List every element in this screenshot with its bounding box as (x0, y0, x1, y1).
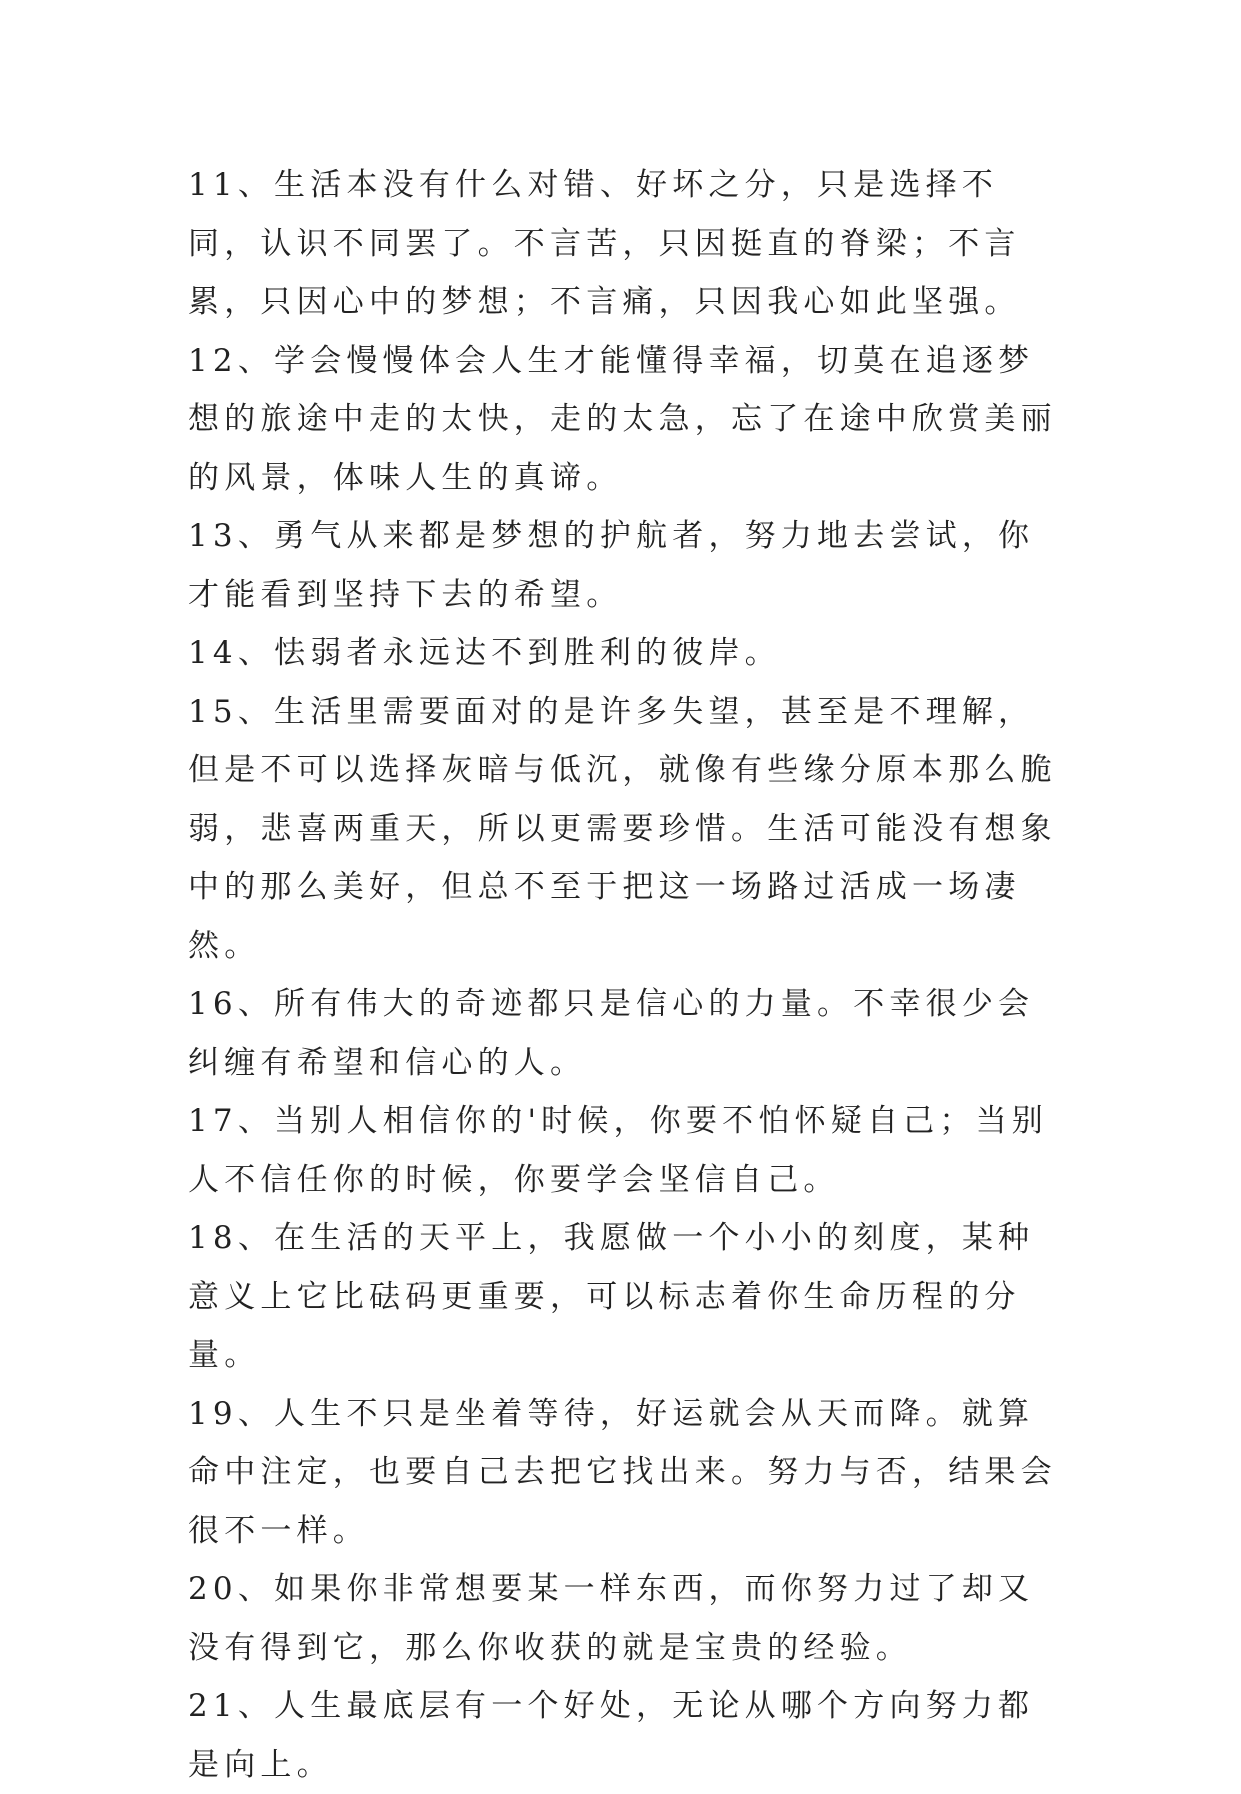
paragraph-13: 13、勇气从来都是梦想的护航者，努力地去尝试，你才能看到坚持下去的希望。 (188, 518, 1035, 613)
paragraph-20: 20、如果你非常想要某一样东西，而你努力过了却又没有得到它，那么你收获的就是宝贵的经验。 (188, 1571, 1035, 1666)
paragraph-11: 11、生活本没有什么对错、好坏之分，只是选择不同，认识不同罢了。不言苦，只因挺直的脊梁；不言累，只因心中的梦想；不言痛，只因我心如此坚强。 (188, 167, 1021, 320)
paragraph-21: 21、人生最底层有一个好处，无论从哪个方向努力都是向上。 (188, 1688, 1035, 1783)
paragraph-14: 14、怯弱者永远达不到胜利的彼岸。 (188, 635, 781, 671)
paragraph-17: 17、当别人相信你的'时候，你要不怕怀疑自己；当别人不信任你的时候，你要学会坚信自己。 (188, 1103, 1048, 1198)
document-body (188, 156, 1068, 1794)
paragraph-18: 18、在生活的天平上，我愿做一个小小的刻度，某种意义上它比砝码更重要，可以标志着你生命历程的分量。 (188, 1220, 1035, 1373)
paragraph-19: 19、人生不只是坐着等待，好运就会从天而降。就算命中注定，也要自己去把它找出来。努力与否，结果会很不一样。 (188, 1395, 1057, 1549)
paragraph-15: 15、生活里需要面对的是许多失望，甚至是不理解，但是不可以选择灰暗与低沉，就像有些缘分原本那么脆弱，悲喜两重天，所以更需要珍惜。生活可能没有想象中的那么美好，但总不至于把这一场路过活成一场凄然。 (188, 693, 1057, 964)
paragraph-12: 12、学会慢慢体会人生才能懂得幸福，切莫在追逐梦想的旅途中走的太快，走的太急，忘了在途中欣赏美丽的风景，体味人生的真谛。 (188, 342, 1057, 496)
paragraph-16: 16、所有伟大的奇迹都只是信心的力量。不幸很少会纠缠有希望和信心的人。 (188, 986, 1035, 1081)
